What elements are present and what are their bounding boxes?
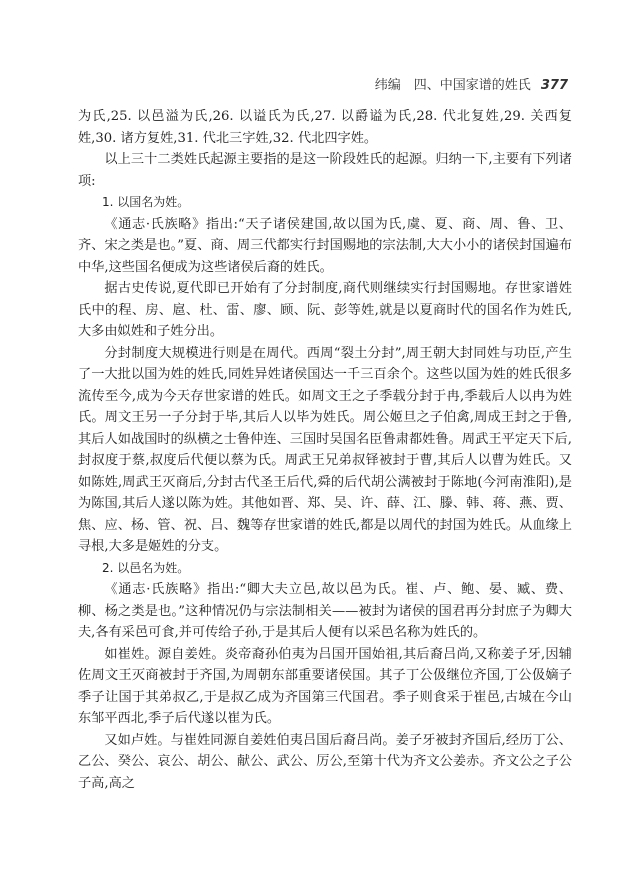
- section-heading-country-name: 1. 以国名为姓。: [102, 195, 190, 209]
- page-number: 377: [540, 78, 568, 93]
- chapter-title: 纬编 四、中国家谱的姓氏: [374, 78, 531, 93]
- running-header: [375, 74, 568, 93]
- paragraph-continuation: 为氏,25. 以邑溢为氏,26. 以谥氏为氏,27. 以爵谥为氏,28. 代北复姓,29. 关西复姓,30. 诸方复姓,31. 代北三字姓,32. 代北四字姓。: [78, 109, 572, 146]
- paragraph-xia-shang: 据古史传说,夏代即已开始有了分封制度,商代则继续实行封国赐地。存世家谱姓氏中的程、房、扈、杜、雷、廖、顾、阮、彭等姓,就是以夏商时代的国名作为姓氏,大多由姒姓和子姓分出。: [78, 281, 572, 339]
- paragraph-summary: 以上三十二类姓氏起源主要指的是这一阶段姓氏的起源。归纳一下,主要有下列诸项:: [78, 152, 572, 189]
- paragraph-lu-surname: 又如卢姓。与崔姓同源自姜姓伯夷吕国后裔吕尚。姜子牙被封齐国后,经历丁公、乙公、癸公、哀公、胡公、献公、武公、厉公,至第十代为齐文公姜赤。齐文公之子公子高,高之: [78, 732, 572, 791]
- paragraph-tongzhi-fief: 《通志·氏族略》指出:“卿大夫立邑,故以邑为氏。崔、卢、鲍、晏、臧、费、柳、杨之类是也。”这种情况仍与宗法制相关——被封为诸侯的国君再分封庶子为卿大夫,各有采邑可食,并可传给子孙,于是其后人便有以采邑名称为姓氏的。: [78, 582, 572, 640]
- body-text: [78, 106, 572, 794]
- paragraph-zhou-fengjian: 分封制度大规模进行则是在周代。西周“裂土分封”,周王朝大封同姓与功臣,产生了一大批以国为姓的姓氏,同姓异姓诸侯国达一千三百余个。这些以国为姓的姓氏很多流传至今,成为今天存世家谱的姓氏。如周文王之子季载分封于冉,季载后人以冉为姓氏。周文王另一子分封于毕,其后人以毕为姓氏。周公姬旦之子伯禽,周成王封之于鲁,其后人如战国时的纵横之士鲁仲连、三国时吴国名臣鲁肃都姓鲁。周武王平定天下后,封叔度于蔡,叔度后代便以蔡为氏。周武王兄弟叔铎被封于曹,其后人以曹为姓氏。又如陈姓,周武王灭商后,分封古代圣王后代,舜的后代胡公满被封于陈地(今河南淮阳),是为陈国,其后人遂以陈为姓。其他如晋、郑、吴、许、薛、江、滕、韩、蒋、燕、贾、焦、应、杨、管、祝、吕、魏等存世家谱的姓氏,都是以周代的封国为姓氏。从血缘上寻根,大多是姬姓的分支。: [78, 345, 572, 554]
- paragraph-tongzhi-country: 《通志·氏族略》指出:“天子诸侯建国,故以国为氏,虞、夏、商、周、鲁、卫、齐、宋之类是也。”夏、商、周三代都实行封国赐地的宗法制,大大小小的诸侯封国遍布中华,这些国名便成为这些诸侯后裔的姓氏。: [78, 216, 572, 275]
- section-heading-fief-name: 2. 以邑名为姓。: [102, 560, 190, 575]
- paragraph-cui-surname: 如崔姓。源自姜姓。炎帝裔孙伯夷为吕国开国始祖,其后裔吕尚,又称姜子牙,因辅佐周文王灭商被封于齐国,为周朝东部重要诸侯国。其子丁公伋继位齐国,丁公伋嫡子季子让国于其弟叔乙,于是叔乙成为齐国第三代国君。季子则食采于崔邑,古城在今山东邹平西北,季子后代遂以崔为氏。: [78, 646, 572, 726]
